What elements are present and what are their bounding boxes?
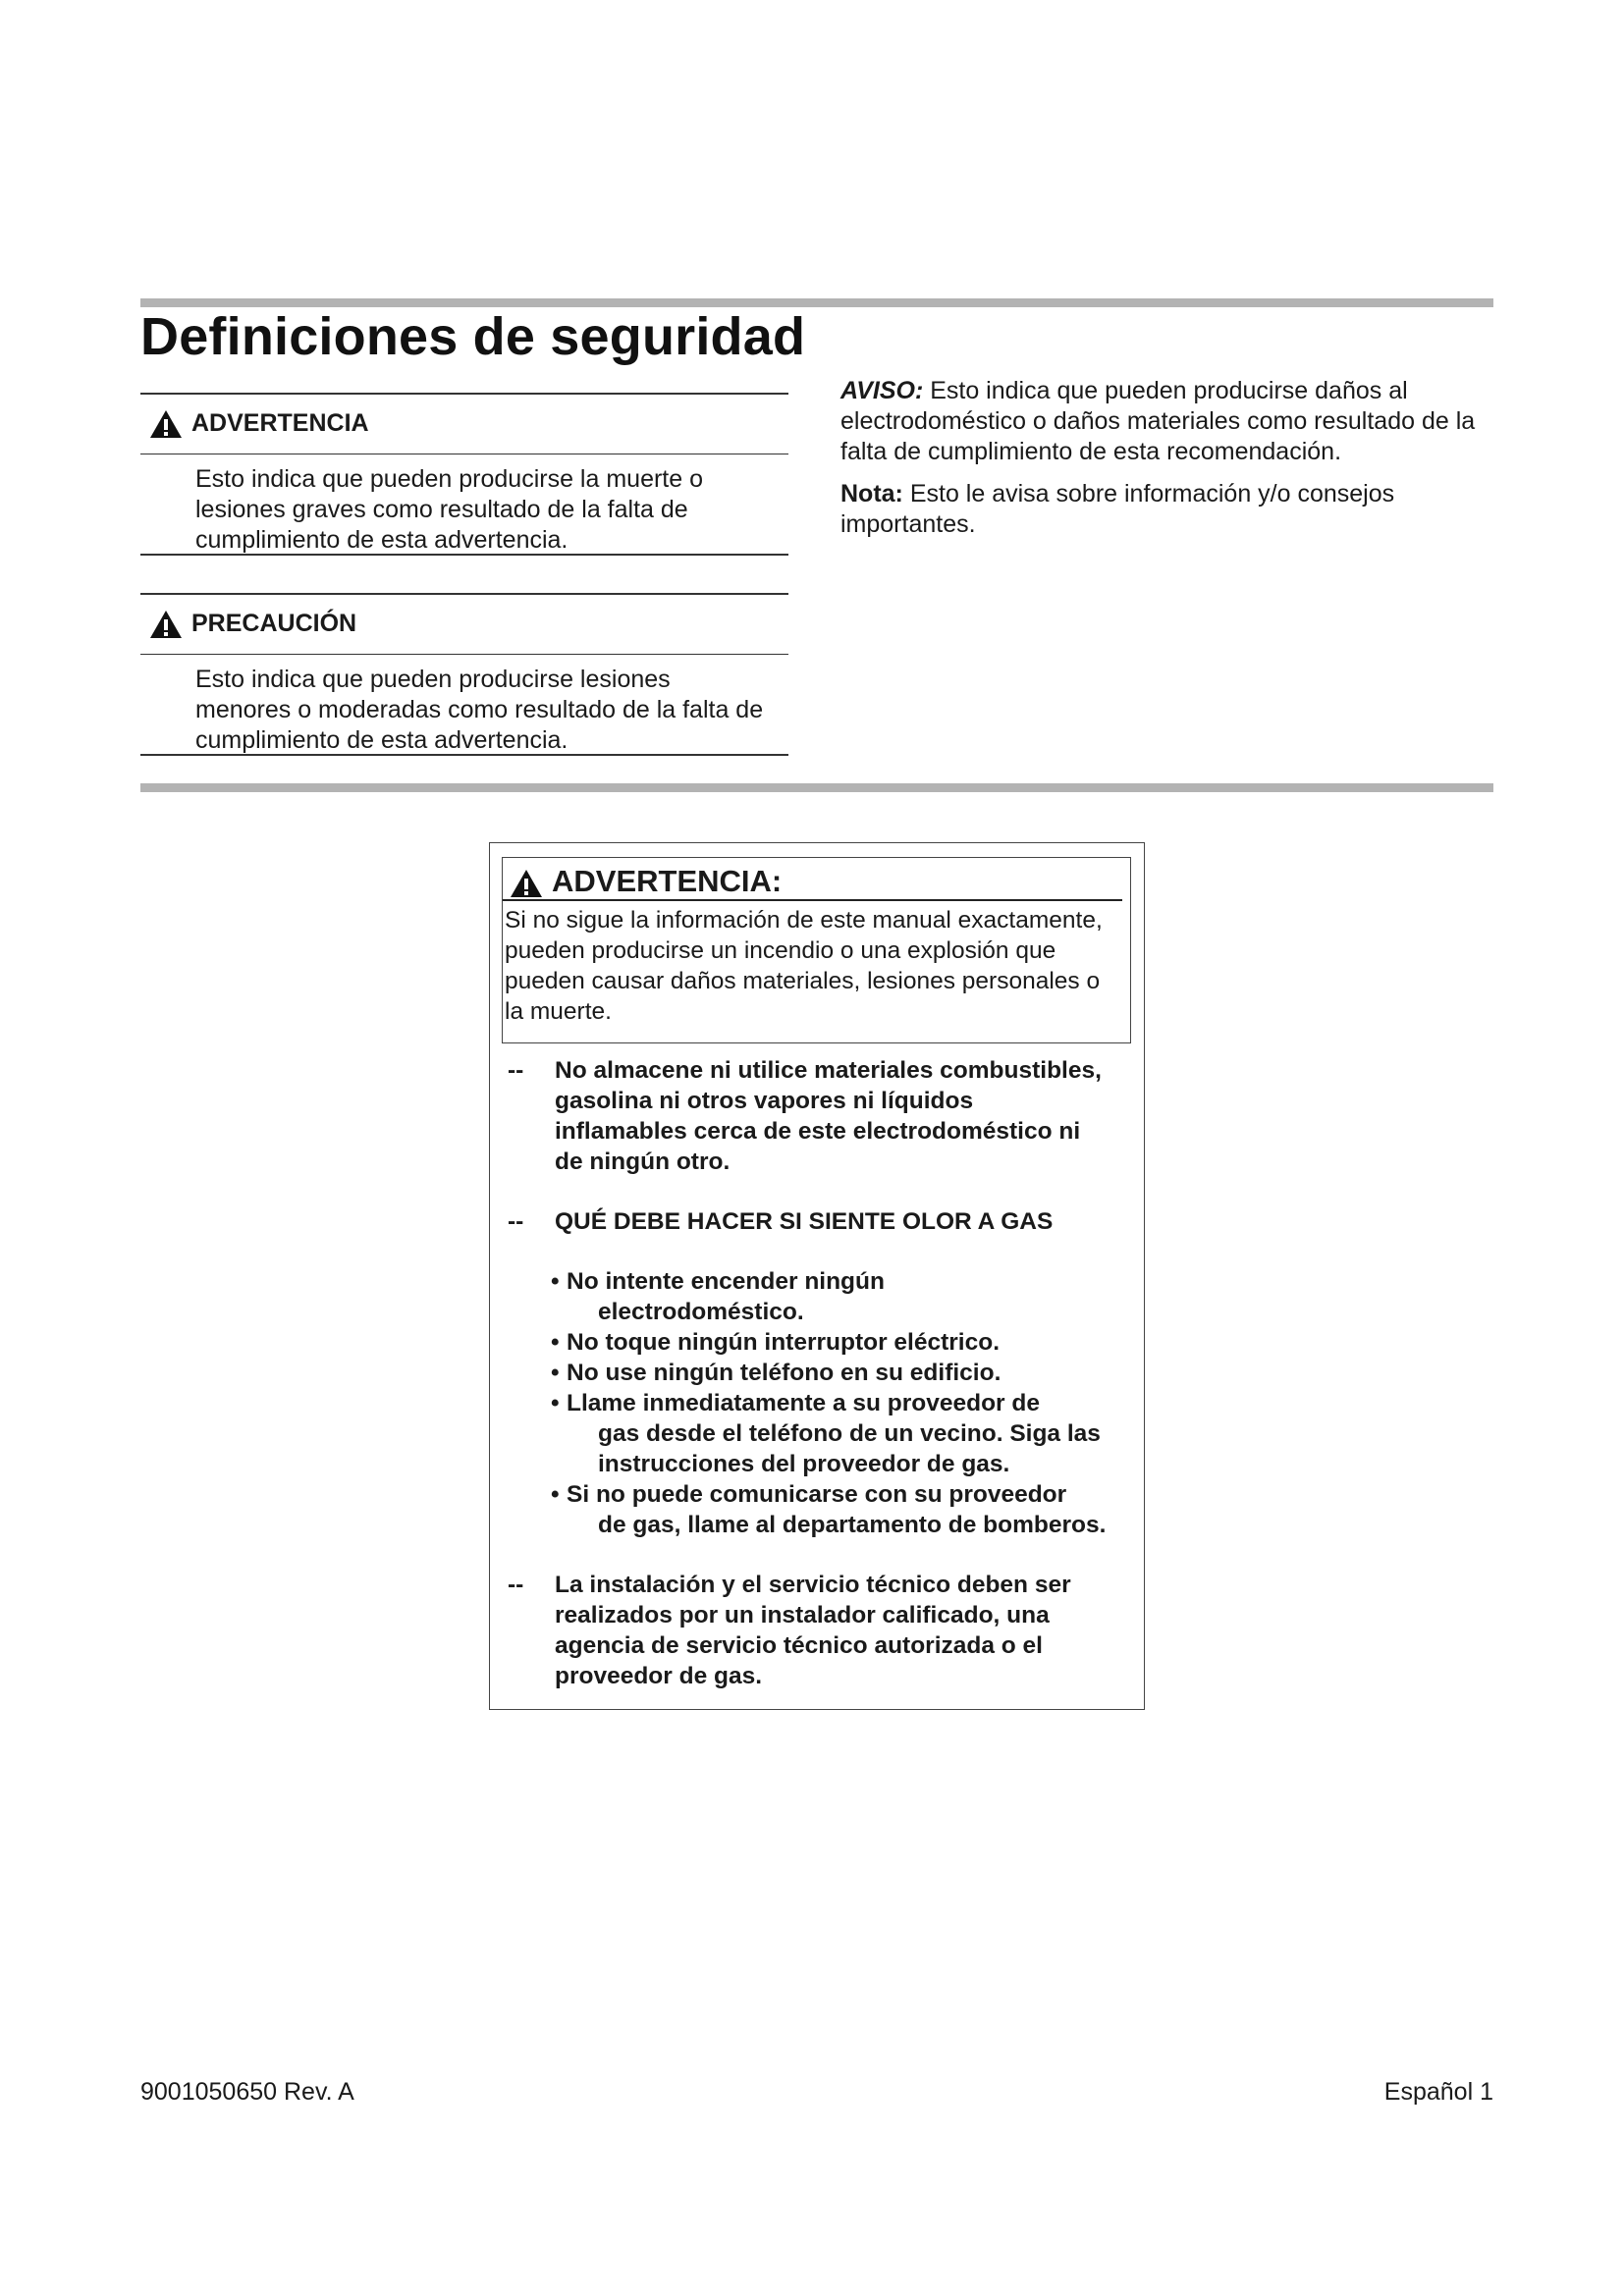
advertencia-text: Esto indica que pueden producirse la muerte o lesiones graves como resultado de la falta de cumplimiento de esta advertencia.: [195, 465, 703, 554]
warning-instructions: [508, 1055, 1126, 1691]
page-number: Español 1: [1383, 2078, 1493, 2106]
warning-triangle-icon: [148, 408, 184, 440]
precaucion-header: [140, 595, 788, 654]
list-item: • No use ningún teléfono en su edificio.: [551, 1360, 1001, 1386]
right-column: [840, 376, 1508, 552]
advertencia-definition: [140, 393, 788, 556]
warning-inner-box: [502, 857, 1131, 1043]
list-item: • No toque ningún interruptor eléctrico.: [551, 1329, 1000, 1356]
gas-warning-box: [489, 842, 1145, 1710]
nota-term: Nota:: [840, 480, 903, 507]
precaucion-definition: [140, 593, 788, 756]
warning-heading: ADVERTENCIA:: [552, 864, 783, 898]
instruction-item-gas-smell: -- QUÉ DEBE HACER SI SIENTE OLOR A GAS: [508, 1208, 1054, 1235]
gas-smell-bullet-list: [508, 1266, 1126, 1540]
instruction-item-combustibles: -- No almacene ni utilice materiales combustibles, gasolina ni otros vapores ni líquidos inflamables cerca de este electrodoméstico ni de ningún otro.: [508, 1057, 1102, 1175]
list-item: • Si no puede comunicarse con su proveedor de gas, llame al departamento de bomberos.: [551, 1481, 1107, 1538]
precaucion-text: Esto indica que pueden producirse lesiones menores o moderadas como resultado de la falta de cumplimiento de esta advertencia.: [195, 666, 764, 754]
list-item: • No intente encender ningún electrodoméstico.: [551, 1268, 885, 1325]
aviso-definition: AVISO: Esto indica que pueden producirse daños al electrodoméstico o daños materiales como resultado de la falta de cumplimiento de esta recomendación.: [840, 377, 1476, 465]
advertencia-label: ADVERTENCIA: [191, 409, 369, 437]
bottom-rule: [140, 783, 1493, 792]
document-number: 9001050650 Rev. A: [140, 2078, 354, 2106]
warning-triangle-icon: [509, 868, 544, 899]
list-item: • Llame inmediatamente a su proveedor de gas desde el teléfono de un vecino. Siga las instrucciones del proveedor de gas.: [551, 1390, 1101, 1477]
precaucion-label: PRECAUCIÓN: [191, 610, 357, 637]
nota-definition: Nota: Esto le avisa sobre información y/o consejos importantes.: [840, 480, 1395, 538]
instruction-item-installation: -- La instalación y el servicio técnico deben ser realizados por un instalador calificado, una agencia de servicio técnico autorizada o el proveedor de gas.: [508, 1572, 1071, 1689]
warning-header: [503, 858, 1122, 901]
aviso-term: AVISO:: [840, 377, 924, 404]
page-title: Definiciones de seguridad: [140, 307, 806, 366]
warning-triangle-icon: [148, 609, 184, 640]
warning-body: Si no sigue la información de este manual exactamente, pueden producirse un incendio o una explosión que pueden causar daños materiales, lesiones personales o la muerte.: [505, 907, 1103, 1025]
advertencia-header: [140, 395, 788, 454]
